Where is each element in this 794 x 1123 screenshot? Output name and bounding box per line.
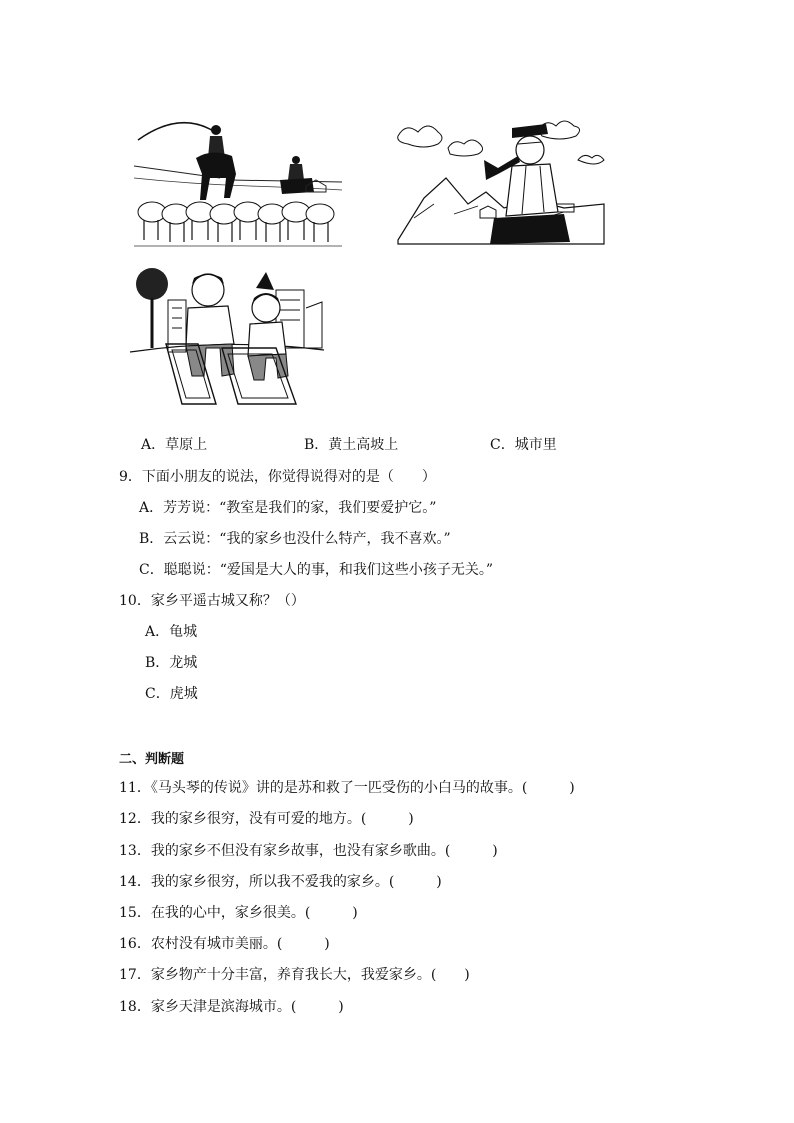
q10-stem: 10．家乡平遥古城又称？（） <box>119 593 305 609</box>
q9-option-c: C．聪聪说：“爱国是大人的事，和我们这些小孩子无关。” <box>139 562 494 578</box>
tf-item-15: 15．在我的心中，家乡很美。( ) <box>119 905 358 921</box>
grassland-herding-illustration <box>130 108 346 252</box>
q10-option-b: B．龙城 <box>145 655 198 671</box>
q10-option-a: A．龟城 <box>145 624 198 640</box>
tf-item-14: 14．我的家乡很穷，所以我不爱我的家乡。( ) <box>119 874 442 890</box>
q9-option-b: B．云云说：“我的家乡也没什么特产，我不喜欢。” <box>139 531 451 547</box>
tf-item-13: 13．我的家乡不但没有家乡故事，也没有家乡歌曲。( ) <box>119 843 498 859</box>
q10-option-c: C．虎城 <box>145 686 198 702</box>
q9-option-a: A．芳芳说：“教室是我们的家，我们要爱护它。” <box>139 500 437 516</box>
section-title: 二、判断题 <box>119 752 185 767</box>
city-playground-illustration <box>126 264 328 408</box>
tf-item-11: 11．《马头琴的传说》讲的是苏和救了一匹受伤的小白马的故事。( ) <box>119 780 575 796</box>
tf-item-16: 16．农村没有城市美丽。( ) <box>119 936 330 952</box>
q8-option-c: C．城市里 <box>490 437 557 453</box>
tf-item-17: 17．家乡物产十分丰富，养育我长大，我爱家乡。( ) <box>119 967 470 983</box>
loess-plateau-illustration <box>394 108 608 252</box>
q8-option-b: B．黄土高坡上 <box>304 437 399 453</box>
q9-stem: 9．下面小朋友的说法，你觉得说得对的是（ ） <box>119 469 436 485</box>
q8-option-a: A．草原上 <box>141 437 208 453</box>
tf-item-18: 18．家乡天津是滨海城市。( ) <box>119 999 344 1015</box>
tf-item-12: 12．我的家乡很穷，没有可爱的地方。( ) <box>119 811 414 827</box>
